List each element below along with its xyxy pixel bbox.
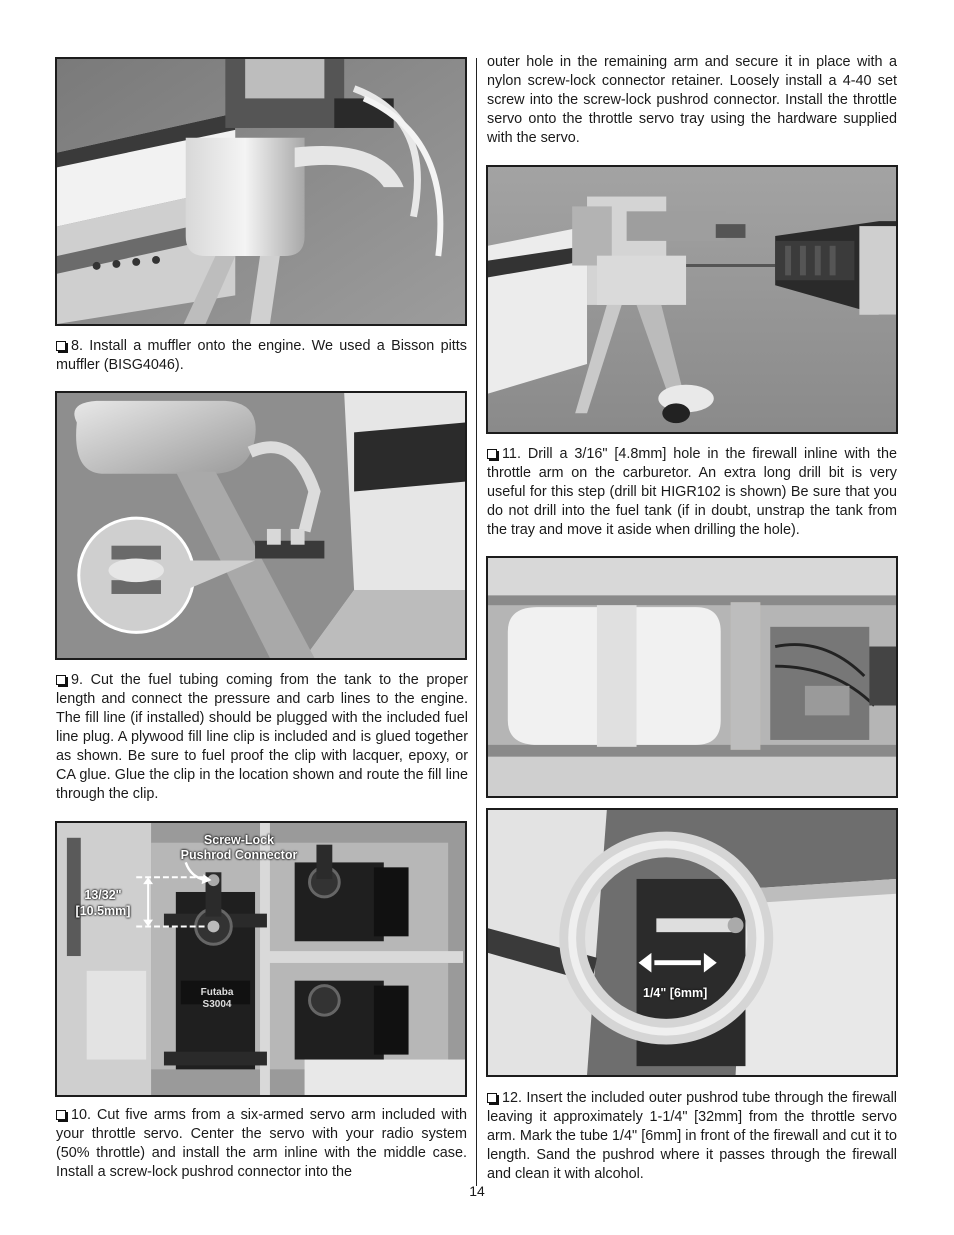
- step-11-text: 11. Drill a 3/16" [4.8mm] hole in the firewall inline with the throttle arm on the carburetor. An extra long drill bit is very useful for this step (drill bit HIGR102 is shown) Be sure that you do not drill into the fuel tank (if in doubt, unstrap the tank from the tray and move it aside when drilling the hole).: [487, 446, 897, 538]
- step-11-checkbox[interactable]: [487, 449, 497, 459]
- step-10-checkbox[interactable]: [56, 1110, 66, 1120]
- label-connector-line2: Pushrod Connector: [180, 848, 298, 862]
- step-9-text: 9. Cut the fuel tubing coming from the tank to the proper length and connect the pressure and carb lines to the engine. The fill line (if installed) should be plugged with the included fuel line plug. A plywood fill line clip is included and is glued together as shown. Be sure to fuel proof the clip with lacquer, epoxy, or CA glue. Glue the clip in the location shown and route the fill line through the clip.: [56, 672, 468, 802]
- label-brand: Futaba: [200, 987, 234, 998]
- photo-drill-firewall: [486, 165, 898, 434]
- label-servo-measure: [63, 887, 143, 919]
- label-servo-brand: [185, 987, 249, 1011]
- step-8-text: 8. Install a muffler onto the engine. We used a Bisson pitts muffler (BISG4046).: [56, 338, 467, 373]
- label-measure-line2: [10.5mm]: [75, 904, 131, 918]
- column-divider: [476, 58, 477, 1186]
- step-8-checkbox[interactable]: [56, 341, 66, 351]
- photo-pushrod-tube: [486, 808, 898, 1077]
- page-number: 14: [469, 1183, 485, 1199]
- label-connector-line1: Screw-Lock: [203, 833, 275, 847]
- photo-muffler: [55, 57, 467, 326]
- label-screw-lock-connector: [169, 833, 309, 863]
- step-12-checkbox[interactable]: [487, 1093, 497, 1103]
- label-measure-line1: 13/32": [84, 888, 122, 902]
- label-model: S3004: [202, 999, 232, 1010]
- photo-fuel-tank: [486, 556, 898, 798]
- photo-throttle-servo: [55, 821, 467, 1097]
- step-10-continued-text: outer hole in the remaining arm and secure it in place with a nylon screw-lock connector retainer. Loosely install a 4-40 set screw into the screw-lock pushrod connector. Install the throttle servo onto the throttle servo tray using the hardware supplied with the servo.: [487, 54, 897, 146]
- photo-fill-line-clip: [55, 391, 467, 660]
- step-10-text: 10. Cut five arms from a six-armed servo arm included with your throttle servo. Center the servo with your radio system (50% throttle) and install the arm inline with the middle case. Install a screw-lock pushrod connector into the: [56, 1107, 467, 1180]
- label-pushrod-measure: 1/4" [6mm]: [643, 986, 708, 1000]
- step-9-checkbox[interactable]: [56, 675, 66, 685]
- step-12-text: 12. Insert the included outer pushrod tube through the firewall leaving it approximately 1-1/4" [32mm] from the throttle servo arm. Mark the tube 1/4" [6mm] in front of the firewall and cut it to length. Sand the pushrod where it passes through the firewall and clean it with alcohol.: [487, 1090, 897, 1182]
